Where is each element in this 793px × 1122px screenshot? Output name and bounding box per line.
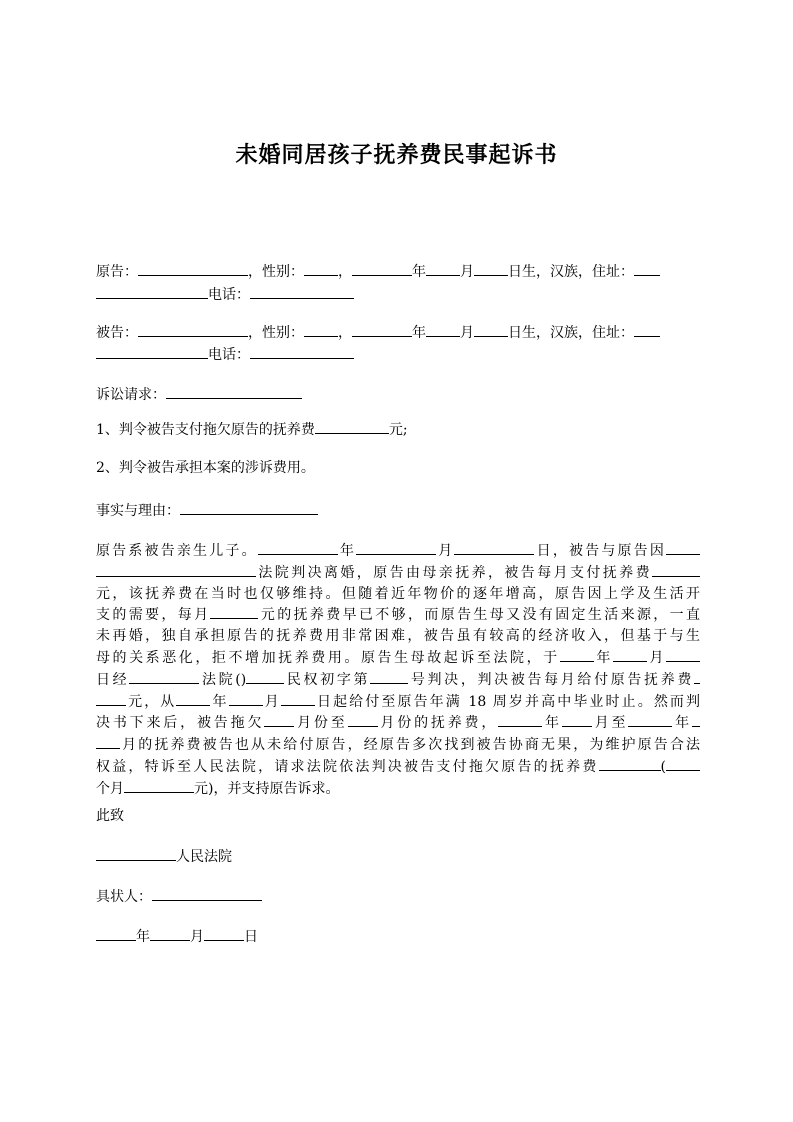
court-label: 人民法院 [176,849,232,865]
signer-label: 具状人： [96,889,152,905]
blank[interactable] [666,756,700,771]
blank[interactable] [258,540,338,555]
plaintiff-year-blank[interactable] [352,261,412,276]
blank[interactable] [356,540,436,555]
text: 元的抚养费早已不够，而原告生母又没有固定生活来源，一直 [258,607,701,624]
facts-heading-line [96,500,318,521]
year-label: 年 [412,325,426,341]
text: 法院判决离婚，原告由母亲抚养，被告每月支付抚养费 [256,564,652,581]
court-line [96,846,232,867]
text: 年 [542,715,562,732]
blank[interactable] [666,647,700,662]
claims-heading: 诉讼请求： [96,387,166,403]
defendant-year-blank[interactable] [352,322,412,337]
plaintiff-born-label: 日生，汉族，住址： [508,264,634,280]
month-label: 月 [460,325,474,341]
text: 年 [337,543,357,559]
blank[interactable] [96,734,120,749]
year-label: 年 [136,929,150,945]
claim-item-2: 2、判令被告承担本案的涉诉费用。 [96,460,315,476]
blank[interactable] [129,669,199,684]
claims-heading-line [96,384,302,405]
defendant-gender-label: ，性别： [248,325,304,341]
cizhi: 此致 [96,808,124,824]
text: 日经 [96,671,130,688]
facts-row-12 [96,778,700,800]
date-line [96,926,258,947]
facts-row-3: 元，该抚养费在当时也仅够维持。但随着近年物价的逐年增高，原告因上学及生活开 [96,585,700,602]
text: 月 [646,649,666,666]
facts-row-5: 未再婚，独自承担原告的抚养费用非常困难，被告虽有较高的经济收入，但基于与生 [96,628,700,645]
blank[interactable] [666,540,700,555]
facts-row-4 [96,604,700,626]
document-title: 未婚同居孩子抚养费民事起诉书 [235,143,558,168]
defendant-month-blank[interactable] [426,322,460,337]
blank[interactable] [281,691,315,706]
defendant-line-2 [96,344,354,365]
text: 元，从 [126,693,177,710]
text: 年 [672,715,693,732]
blank[interactable] [628,712,672,727]
text: 母的关系恶化，拒不增加抚养费用。原告生母故起诉至法院，于 [96,649,560,666]
facts-row-7 [96,669,700,691]
blank[interactable] [246,669,284,684]
claim-amount-blank[interactable] [315,419,389,434]
claim-1-text: 1、判令被告支付拖欠原告的抚养费 [96,422,315,438]
blank[interactable] [124,778,194,793]
defendant-name-blank[interactable] [138,322,248,337]
plaintiff-address-blank-2[interactable] [96,284,208,299]
claim-1-unit: 元; [388,422,408,438]
plaintiff-line-2 [96,284,354,305]
plaintiff-gender-blank[interactable] [304,261,338,276]
facts-heading: 事实与理由： [96,503,180,519]
plaintiff-gender-label: ，性别： [248,264,304,280]
blank[interactable] [370,669,408,684]
date-day-blank[interactable] [204,926,244,941]
facts-row-1 [96,540,700,562]
facts-row-8 [96,691,700,713]
defendant-phone-blank[interactable] [250,344,354,359]
claim-item-1 [96,419,408,440]
plaintiff-line-1: 原告： ，性别： ， 年 月 日生，汉族，住址： [96,261,660,282]
text: 月份至 [294,715,348,732]
facts-row-2 [96,562,700,584]
text: ( [660,758,666,775]
defendant-address-blank[interactable] [634,322,660,337]
blank[interactable] [348,712,378,727]
day-label: 日 [244,929,258,945]
blank[interactable] [96,691,126,706]
facts-blank[interactable] [180,500,318,515]
facts-paragraph [96,540,700,800]
plaintiff-label: 原告： [96,264,138,280]
text: 决书下来后，被告拖欠 [96,715,265,732]
blank[interactable] [694,669,700,684]
defendant-label: 被告： [96,325,138,341]
text: 权益，特诉至人民法院，请求法院依法判决被告支付拖欠原告的抚养费 [96,758,599,775]
text: 个月 [96,780,124,797]
blank[interactable] [562,712,592,727]
blank[interactable] [264,712,294,727]
court-name-blank[interactable] [96,846,176,861]
month-label: 月 [190,929,204,945]
text: 民权初字第 [284,671,371,688]
blank[interactable] [652,562,700,577]
plaintiff-month-blank[interactable] [426,261,460,276]
claims-blank[interactable] [166,384,302,399]
facts-row-11 [96,756,700,778]
defendant-gender-blank[interactable] [304,322,338,337]
facts-row-10 [96,734,700,756]
blank[interactable] [176,691,210,706]
blank[interactable] [454,540,534,555]
blank[interactable] [229,691,263,706]
plaintiff-day-blank[interactable] [474,261,508,276]
date-year-blank[interactable] [96,926,136,941]
year-label: 年 [412,264,426,280]
blank[interactable] [96,562,256,577]
facts-row-9 [96,712,700,734]
text: 元)，并支持原告诉求。 [194,780,340,797]
blank[interactable] [692,712,700,727]
month-label: 月 [460,264,474,280]
defendant-line-1: 被告： ，性别： ， 年 月 日生，汉族，住址： [96,322,660,343]
text: 月至 [591,715,629,732]
text: 月 [262,693,281,710]
plaintiff-phone-blank[interactable] [250,284,354,299]
facts-row-6 [96,647,700,669]
plaintiff-phone-label: 电话： [208,287,250,303]
blank[interactable] [560,647,594,662]
text: 日，被告与原告因 [534,543,667,559]
signer-line [96,886,262,907]
date-month-blank[interactable] [150,926,190,941]
text: 月 [436,543,455,559]
text: 原告系被告亲生儿子。 [96,543,258,559]
defendant-day-blank[interactable] [474,322,508,337]
blank[interactable] [599,756,661,771]
defendant-address-blank-2[interactable] [96,344,208,359]
text: 支的需要，每月 [96,607,211,624]
blank[interactable] [613,647,647,662]
text: 年 [593,649,613,666]
blank[interactable] [210,604,258,619]
signer-blank[interactable] [152,886,262,901]
defendant-phone-label: 电话： [208,347,250,363]
plaintiff-address-blank[interactable] [634,261,660,276]
text: 号判决，判决被告每月给付原告抚养费 [408,671,695,688]
text: 年 [210,693,229,710]
blank[interactable] [498,712,542,727]
defendant-born-label: 日生，汉族，住址： [508,325,634,341]
plaintiff-name-blank[interactable] [138,261,248,276]
text: 法院() [199,671,247,688]
text: 日起给付至原告年满 18 周岁并高中毕业时止。然而判 [314,693,701,710]
text: 月的抚养费被告也从未给付原告，经原告多次找到被告协商无果，为维护原告合法 [120,737,700,754]
text: 月份的抚养费， [377,715,499,732]
